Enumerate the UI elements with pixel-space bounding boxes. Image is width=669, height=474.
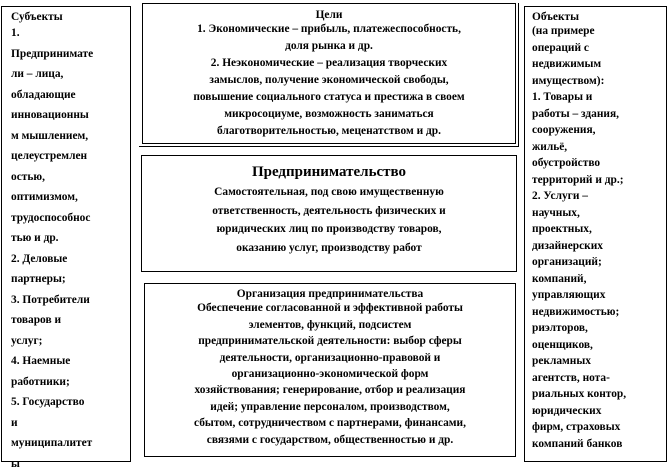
subjects-line: 2. Деловые xyxy=(11,252,68,265)
objects-list xyxy=(532,23,666,452)
organization-line: деятельности, организационно-правовой и xyxy=(219,351,441,364)
objects-line: фирм, страховых xyxy=(532,421,621,434)
subjects-line: муниципалитет xyxy=(11,437,93,450)
subjects-line: тью и др. xyxy=(11,232,59,245)
organization-line: предпринимательской деятельности: выбор сферы xyxy=(198,335,462,348)
organization-line: организационно-экономической форм xyxy=(231,368,429,381)
entrepreneurship-list xyxy=(142,181,516,257)
organization-title: Организация предпринимательства xyxy=(236,288,424,300)
objects-line: 1. Товары и xyxy=(532,91,593,104)
subjects-line: работники; xyxy=(11,375,70,388)
organization-line: Обеспечение согласованной и эффективной работы xyxy=(197,302,463,315)
organization-line: идей; управление персоналом, производством, xyxy=(210,400,450,413)
organization-line: сбытом, сотрудничеством с партнерами, финансами, xyxy=(194,417,466,430)
objects-line: агентств, нота- xyxy=(532,371,610,384)
organization-line: связями с государством, общественностью и др. xyxy=(206,433,454,446)
entrepreneurship-line: ответственность, деятельность физических и xyxy=(212,204,446,217)
entrepreneurship-title: Предпринимательство xyxy=(251,164,407,180)
subjects-line: м мышлением, xyxy=(11,129,89,142)
subjects-line: и xyxy=(11,416,18,429)
objects-line: компаний, xyxy=(532,272,587,285)
subjects-line: ы xyxy=(11,457,20,470)
subjects-list xyxy=(11,23,130,474)
objects-line: риальных контор, xyxy=(532,388,627,401)
subjects-line: 3. Потребители xyxy=(11,293,90,306)
subjects-line: 5. Государство xyxy=(11,396,85,409)
objects-line: работы – здания, xyxy=(532,107,619,120)
objects-line: недвижимостью; xyxy=(532,305,620,318)
objects-line: имуществом): xyxy=(532,74,605,87)
goals-line: повышение социального статуса и престижа в своем xyxy=(193,91,465,104)
entrepreneurship-line: юридических лиц по производству товаров, xyxy=(216,223,442,235)
goals-line: 1. Экономические – прибыль, платежеспособность, xyxy=(197,23,461,36)
subjects-line: ли – лица, xyxy=(11,68,64,81)
objects-line: научных, xyxy=(532,206,580,219)
objects-line: компаний банков xyxy=(532,437,623,450)
objects-line: рекламных xyxy=(532,355,591,368)
objects-line: обустройство xyxy=(532,157,601,170)
organization-line: элементов, функций, подсистем xyxy=(248,318,412,331)
goals-title: Цели xyxy=(315,9,343,21)
objects-line: жильё, xyxy=(532,140,568,153)
subjects-line: трудоспособнос xyxy=(11,211,91,224)
objects-line: риэлторов, xyxy=(532,322,588,335)
subjects-line: 4. Наемные xyxy=(11,355,71,368)
subjects-title: Субъекты xyxy=(11,11,63,23)
goals-box xyxy=(142,3,516,144)
organization-box xyxy=(144,283,516,457)
subjects-line: остью, xyxy=(11,170,45,183)
subjects-line: обладающие xyxy=(11,88,76,101)
objects-title: Объекты xyxy=(532,11,580,23)
subjects-line: Предпринимате xyxy=(11,47,94,60)
entrepreneurship-line: Самостоятельная, под свою имущественную xyxy=(214,186,444,198)
objects-line: организаций; xyxy=(532,256,602,269)
objects-line: юридических xyxy=(532,404,602,417)
organization-list xyxy=(145,300,515,448)
goals-line: доля рынка и др. xyxy=(285,40,373,53)
objects-line: управляющих xyxy=(532,289,606,302)
entrepreneurship-box xyxy=(141,155,517,272)
subjects-line: товаров и xyxy=(11,314,62,327)
subjects-line: партнеры; xyxy=(11,273,66,286)
organization-line: хозяйствования; генерирование, отбор и реализация xyxy=(194,384,466,397)
subjects-line: целеустремлен xyxy=(11,150,88,163)
entrepreneurship-line: оказанию услуг, производству работ xyxy=(236,241,422,254)
objects-line: 2. Услуги – xyxy=(532,190,588,203)
objects-line: операций с xyxy=(532,41,589,54)
subjects-line: инновационны xyxy=(11,109,89,122)
subjects-line: оптимизмом, xyxy=(11,191,78,204)
goals-line: благотворительностью, меценатством и др. xyxy=(217,125,441,138)
objects-line: (на примере xyxy=(532,25,595,38)
objects-box xyxy=(524,6,667,462)
objects-line: оценщиков, xyxy=(532,338,593,351)
goals-line: 2. Неэкономические – реализация творческих xyxy=(210,57,448,70)
objects-line: дизайнерских xyxy=(532,239,603,252)
objects-line: недвижимым xyxy=(532,58,602,71)
subjects-box xyxy=(1,6,131,470)
objects-line: территорий и др.; xyxy=(532,173,624,186)
subjects-line: услуг; xyxy=(11,334,43,347)
objects-line: проектных, xyxy=(532,223,592,236)
subjects-line: 1. xyxy=(11,27,20,40)
objects-line: сооружения, xyxy=(532,124,596,137)
goals-line: микросоциуме, возможность заниматься xyxy=(224,108,434,121)
goals-line: замыслов, получение экономической свободы, xyxy=(209,74,449,87)
